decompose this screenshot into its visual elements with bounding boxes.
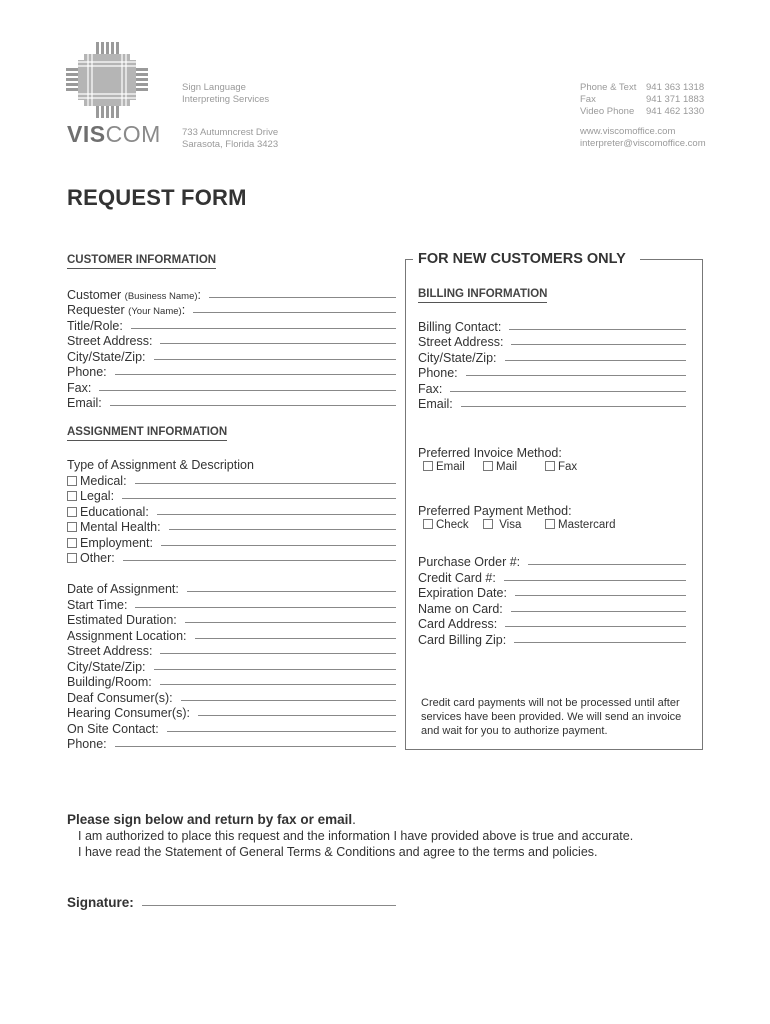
field-card-address[interactable]: [418, 615, 686, 631]
page-title: REQUEST FORM: [67, 185, 247, 210]
field-label: Billing Contact:: [418, 320, 502, 334]
address-text: [182, 127, 278, 151]
checkbox[interactable]: [423, 461, 433, 471]
input-line[interactable]: [509, 329, 686, 330]
input-line[interactable]: [505, 626, 686, 627]
contact-value: 941 363 1318: [646, 82, 705, 93]
input-line[interactable]: [160, 343, 396, 344]
input-line[interactable]: [505, 360, 687, 361]
brand-rest: COM: [105, 121, 161, 147]
email-link[interactable]: interpreter@viscomoffice.com: [580, 138, 706, 149]
checkbox[interactable]: [67, 538, 77, 548]
field-deaf-consumers[interactable]: [67, 689, 396, 705]
input-line[interactable]: [99, 390, 396, 391]
payment-visa-option[interactable]: Visa: [483, 519, 521, 531]
service-text: [182, 82, 269, 106]
type-employment[interactable]: Employment:: [67, 534, 396, 550]
field-billing-city[interactable]: [418, 349, 686, 365]
field-expiration-date[interactable]: [418, 584, 686, 600]
input-line[interactable]: [515, 595, 686, 596]
field-assignment-street[interactable]: [67, 642, 396, 658]
field-label: Phone:: [67, 737, 107, 751]
input-line[interactable]: [511, 611, 686, 612]
field-billing-phone[interactable]: [418, 364, 686, 380]
type-medical[interactable]: Medical:: [67, 472, 396, 488]
payment-note: Credit card payments will not be processed until after services have been provided. We will send an invoice and wait for you to authorize payment.: [421, 697, 682, 737]
terms-statement: I have read the Statement of General Terms & Conditions and agree to the terms and policies.: [78, 845, 598, 859]
payment-method-label: Preferred Payment Method:: [418, 504, 572, 518]
checkbox[interactable]: [545, 461, 555, 471]
field-label: Purchase Order #:: [418, 555, 521, 569]
checkbox[interactable]: [483, 519, 493, 529]
brand-name: [67, 121, 161, 148]
field-phone[interactable]: [67, 363, 396, 379]
input-line[interactable]: [209, 297, 396, 298]
input-line[interactable]: [135, 483, 396, 484]
input-line[interactable]: [123, 560, 396, 561]
invoice-email-option[interactable]: Email: [423, 461, 465, 473]
field-assignment-phone[interactable]: [67, 735, 396, 751]
authorization-statement: I am authorized to place this request and the information I have provided above is true and accurate.: [78, 829, 634, 843]
service-line: Interpreting Services: [182, 94, 270, 105]
checkbox[interactable]: [67, 476, 77, 486]
input-line[interactable]: [157, 514, 396, 515]
field-label: Start Time:: [67, 598, 128, 612]
input-line[interactable]: [115, 746, 396, 747]
panel-border-top: [405, 259, 413, 260]
field-label: Street Address:: [67, 644, 153, 658]
panel-border-top: [640, 259, 702, 260]
signature-label: Signature:: [67, 895, 134, 910]
field-purchase-order[interactable]: [418, 553, 686, 569]
input-line[interactable]: [511, 344, 686, 345]
field-label: Deaf Consumer(s):: [67, 691, 173, 705]
field-building-room[interactable]: [67, 673, 396, 689]
input-line[interactable]: [514, 642, 686, 643]
field-label: Requester (Your Name):: [67, 303, 186, 317]
billing-heading: BILLING INFORMATION: [418, 288, 547, 303]
input-line[interactable]: [161, 545, 396, 546]
signature-line[interactable]: [142, 905, 396, 906]
sign-instructions-heading: Please sign below and return by fax or email.: [67, 812, 356, 827]
signature-field[interactable]: [67, 894, 396, 910]
checkbox[interactable]: [423, 519, 433, 529]
field-label: Hearing Consumer(s):: [67, 706, 190, 720]
type-educational[interactable]: Educational:: [67, 503, 396, 519]
website-link[interactable]: www.viscomoffice.com: [580, 126, 676, 137]
contact-label: Video Phone: [580, 106, 635, 117]
input-line[interactable]: [115, 374, 396, 375]
input-line[interactable]: [122, 498, 396, 499]
input-line[interactable]: [450, 391, 686, 392]
input-line[interactable]: [154, 359, 397, 360]
address-line: 733 Autumncrest Drive: [182, 127, 279, 138]
field-fax[interactable]: [67, 379, 396, 395]
field-street-address[interactable]: [67, 332, 396, 348]
viscom-logo: [66, 42, 148, 118]
brand-bold: VIS: [67, 121, 106, 147]
input-line[interactable]: [504, 580, 686, 581]
contact-value: 941 462 1330: [646, 106, 705, 117]
checkbox[interactable]: [67, 491, 77, 501]
field-customer[interactable]: [67, 286, 396, 302]
checkbox[interactable]: [483, 461, 493, 471]
input-line[interactable]: [110, 405, 396, 406]
service-line: Sign Language: [182, 82, 246, 93]
customer-heading: CUSTOMER INFORMATION: [67, 254, 216, 269]
payment-check-option[interactable]: Check: [423, 519, 469, 531]
input-line[interactable]: [160, 653, 396, 654]
field-billing-fax[interactable]: [418, 380, 686, 396]
field-label: City/State/Zip:: [67, 350, 146, 364]
web-contacts: [580, 126, 706, 150]
input-line[interactable]: [169, 529, 396, 530]
input-line[interactable]: [154, 669, 397, 670]
input-line[interactable]: [195, 638, 396, 639]
field-start-time[interactable]: [67, 596, 396, 612]
field-label: Email:: [67, 396, 102, 410]
input-line[interactable]: [198, 715, 396, 716]
input-line[interactable]: [187, 591, 396, 592]
field-label: Building/Room:: [67, 675, 152, 689]
input-line[interactable]: [160, 684, 396, 685]
field-date-of-assignment[interactable]: [67, 580, 396, 596]
assignment-heading: ASSIGNMENT INFORMATION: [67, 426, 227, 441]
field-label: City/State/Zip:: [67, 660, 146, 674]
type-other[interactable]: Other:: [67, 549, 396, 565]
input-line[interactable]: [135, 607, 396, 608]
invoice-fax-option[interactable]: Fax: [545, 461, 577, 473]
field-billing-street[interactable]: [418, 333, 686, 349]
field-label: Street Address:: [67, 334, 153, 348]
assignment-type-label: Type of Assignment & Description: [67, 458, 254, 472]
field-email[interactable]: [67, 394, 396, 410]
field-label: Phone:: [67, 365, 107, 379]
type-legal[interactable]: Legal:: [67, 487, 396, 503]
contact-label: Phone & Text: [580, 82, 637, 93]
input-line[interactable]: [466, 375, 686, 376]
field-label: Title/Role:: [67, 319, 123, 333]
field-on-site-contact[interactable]: [67, 720, 396, 736]
new-customers-heading: FOR NEW CUSTOMERS ONLY: [418, 251, 626, 267]
contact-values: [646, 82, 716, 118]
field-hearing-consumers[interactable]: [67, 704, 396, 720]
input-line[interactable]: [193, 312, 396, 313]
input-line[interactable]: [131, 328, 396, 329]
field-card-billing-zip[interactable]: [418, 631, 686, 647]
field-label: Fax:: [418, 382, 443, 396]
field-assignment-city[interactable]: [67, 658, 396, 674]
field-city-state-zip[interactable]: [67, 348, 396, 364]
checkbox[interactable]: [67, 507, 77, 517]
payment-mastercard-option[interactable]: Mastercard: [545, 519, 616, 531]
contact-value: 941 371 1883: [646, 94, 705, 105]
field-label: Assignment Location:: [67, 629, 187, 643]
input-line[interactable]: [181, 700, 396, 701]
checkbox[interactable]: [545, 519, 555, 529]
field-estimated-duration[interactable]: [67, 611, 396, 627]
input-line[interactable]: [461, 406, 686, 407]
field-label: Estimated Duration:: [67, 613, 177, 627]
field-label: Card Address:: [418, 617, 498, 631]
field-label: Customer (Business Name):: [67, 288, 202, 302]
field-label: City/State/Zip:: [418, 351, 497, 365]
field-label: Phone:: [418, 366, 458, 380]
contact-labels: [580, 82, 646, 118]
field-label: Street Address:: [418, 335, 504, 349]
field-label: Date of Assignment:: [67, 582, 179, 596]
field-billing-email[interactable]: [418, 395, 686, 411]
input-line[interactable]: [167, 731, 396, 732]
field-name-on-card[interactable]: [418, 600, 686, 616]
field-label: On Site Contact:: [67, 722, 159, 736]
field-requester[interactable]: [67, 301, 396, 317]
field-label: Expiration Date:: [418, 586, 507, 600]
field-title-role[interactable]: [67, 317, 396, 333]
field-label: Card Billing Zip:: [418, 633, 507, 647]
field-credit-card[interactable]: [418, 569, 686, 585]
field-billing-contact[interactable]: [418, 318, 686, 334]
field-label: Email:: [418, 397, 453, 411]
address-line: Sarasota, Florida 3423: [182, 139, 279, 150]
invoice-mail-option[interactable]: Mail: [483, 461, 517, 473]
type-mental-health[interactable]: Mental Health:: [67, 518, 396, 534]
field-label: Name on Card:: [418, 602, 503, 616]
input-line[interactable]: [528, 564, 686, 565]
input-line[interactable]: [185, 622, 396, 623]
field-label: Fax:: [67, 381, 92, 395]
field-label: Credit Card #:: [418, 571, 496, 585]
checkbox[interactable]: [67, 553, 77, 563]
field-assignment-location[interactable]: [67, 627, 396, 643]
checkbox[interactable]: [67, 522, 77, 532]
contact-label: Fax: [580, 94, 596, 105]
invoice-method-label: Preferred Invoice Method:: [418, 446, 562, 460]
